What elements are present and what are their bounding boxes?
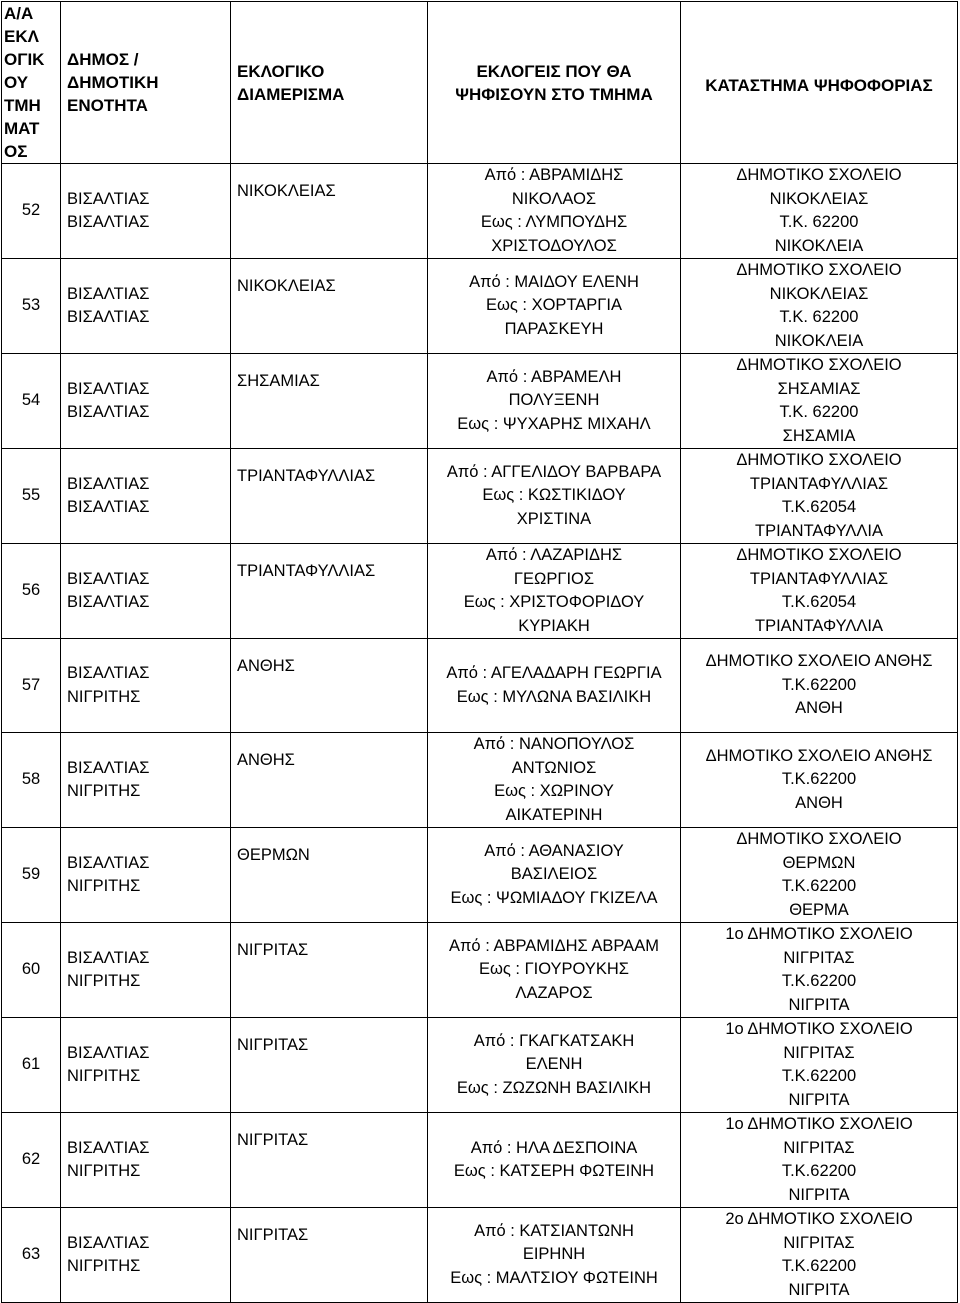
voters-range-cell-line: Από : ΓΚΑΓΚΑΤΣΑΚΗ	[473, 1031, 635, 1050]
municipality-cell-line: ΒΙΣΑΛΤΙΑΣ	[67, 1233, 150, 1252]
polling-station-cell-line: 1ο ΔΗΜΟΤΙΚΟ ΣΧΟΛΕΙΟ	[725, 1115, 913, 1133]
section-number: 56	[2, 544, 61, 639]
polling-station-cell-line: ΝΙΓΡΙΤΑ	[788, 995, 850, 1014]
district-cell: ΝΙΓΡΙΤΑΣ	[231, 1018, 428, 1113]
section-number: 61	[2, 1018, 61, 1113]
municipality-cell	[61, 1018, 231, 1113]
polling-station-cell-line: ΤΡΙΑΝΤΑΦΥΛΛΙΑ	[754, 521, 884, 540]
polling-station-cell-line: ΝΙΚΟΚΛΕΙΑ	[774, 331, 864, 350]
polling-station-cell-line: ΔΗΜΟΤΙΚΟ ΣΧΟΛΕΙΟ	[736, 261, 902, 279]
voters-range-cell-line: ΝΙΚΟΛΑΟΣ	[511, 189, 597, 208]
header-aa: Α/Α ΕΚΛ ΟΓΙΚ ΟΥ ΤΜΗ ΜΑΤ ΟΣ	[2, 2, 61, 164]
polling-station-cell-line: ΑΝΘΗ	[795, 699, 843, 718]
table-row	[2, 828, 958, 923]
polling-station-cell-line: Τ.Κ.62200	[781, 1067, 857, 1085]
district-cell: ΝΙΓΡΙΤΑΣ	[231, 1113, 428, 1208]
voters-range-cell-line: Εως : ΧΡΙΣΤΟΦΟΡΙΔΟΥ	[463, 593, 645, 611]
polling-station-cell-line: ΘΕΡΜΩΝ	[782, 853, 856, 872]
polling-station-cell	[681, 259, 958, 354]
polling-station-cell-line: ΝΙΓΡΙΤΑ	[788, 1280, 850, 1299]
section-number: 58	[2, 733, 61, 828]
district-cell: ΝΙΓΡΙΤΑΣ	[231, 923, 428, 1018]
polling-station-cell	[681, 1208, 958, 1303]
municipality-cell	[61, 923, 231, 1018]
municipality-cell	[61, 449, 231, 544]
municipality-cell	[61, 259, 231, 354]
voters-range-cell-line: Εως : ΧΩΡΙΝΟΥ	[494, 782, 614, 800]
section-number: 55	[2, 449, 61, 544]
municipality-cell-line: ΒΙΣΑΛΤΙΑΣ	[67, 758, 150, 777]
municipality-cell-line: ΒΙΣΑΛΤΙΑΣ	[67, 379, 150, 398]
district-cell: ΤΡΙΑΝΤΑΦΥΛΛΙΑΣ	[231, 544, 428, 639]
municipality-cell-line: ΒΙΣΑΛΤΙΑΣ	[67, 403, 150, 421]
voters-range-cell	[428, 1208, 681, 1303]
table-row	[2, 449, 958, 544]
voters-range-cell	[428, 733, 681, 828]
voters-range-cell-line: Από : ΝΑΝΟΠΟΥΛΟΣ	[473, 735, 635, 753]
voters-range-cell-line: Από : ΑΓΓΕΛΙΔΟΥ ΒΑΡΒΑΡΑ	[446, 462, 662, 481]
polling-station-cell-line: Τ.Κ. 62200	[779, 308, 859, 326]
municipality-cell-line: ΒΙΣΑΛΤΙΑΣ	[67, 284, 150, 303]
polling-station-cell-line: ΝΙΚΟΚΛΕΙΑΣ	[769, 284, 869, 303]
polling-station-cell-line: Τ.Κ.62200	[781, 1162, 857, 1180]
voters-range-cell-line: Εως : ΚΩΣΤΙΚΙΔΟΥ	[482, 486, 626, 505]
header-municipality: ΔΗΜΟΣ / ΔΗΜΟΤΙΚΗ ΕΝΟΤΗΤΑ	[61, 2, 231, 164]
municipality-cell	[61, 828, 231, 923]
municipality-cell-line: ΝΙΓΡΙΤΗΣ	[67, 1067, 141, 1085]
voters-range-cell	[428, 164, 681, 259]
voters-range-cell	[428, 1018, 681, 1113]
municipality-cell-line: ΝΙΓΡΙΤΗΣ	[67, 1257, 141, 1275]
polling-station-cell-line: ΝΙΚΟΚΛΕΙΑ	[774, 236, 864, 255]
polling-station-cell	[681, 449, 958, 544]
voters-range-cell-line: ΓΕΩΡΓΙΟΣ	[513, 569, 595, 588]
polling-station-cell-line: Τ.Κ. 62200	[779, 403, 859, 421]
polling-station-cell	[681, 544, 958, 639]
polling-station-cell	[681, 828, 958, 923]
voters-range-cell	[428, 1113, 681, 1208]
polling-station-cell-line: ΑΝΘΗ	[795, 793, 843, 812]
voters-range-cell-line: Εως : ΓΙΟΥΡΟΥΚΗΣ	[478, 960, 629, 979]
municipality-cell-line: ΒΙΣΑΛΤΙΑΣ	[67, 474, 150, 493]
municipality-cell-line: ΝΙΓΡΙΤΗΣ	[67, 877, 141, 895]
municipality-cell	[61, 1208, 231, 1303]
polling-station-cell-line: ΝΙΚΟΚΛΕΙΑΣ	[769, 189, 869, 208]
section-number: 53	[2, 259, 61, 354]
voters-range-cell-line: Από : ΜΑΙΔΟΥ ΕΛΕΝΗ	[469, 272, 639, 291]
polling-station-cell	[681, 164, 958, 259]
voters-range-cell-line: ΕΛΕΝΗ	[525, 1055, 583, 1074]
polling-station-cell-line: ΔΗΜΟΤΙΚΟ ΣΧΟΛΕΙΟ	[736, 166, 902, 184]
polling-station-cell-line: ΔΗΜΟΤΙΚΟ ΣΧΟΛΕΙΟ	[736, 830, 902, 848]
district-cell: ΝΙΚΟΚΛΕΙΑΣ	[231, 164, 428, 259]
voters-range-cell-line: Από : ΑΒΡΑΜΕΛΗ	[486, 367, 622, 386]
voters-range-cell-line: Από : ΗΛΑ ΔΕΣΠΟΙΝΑ	[470, 1138, 638, 1157]
municipality-cell-line: ΒΙΣΑΛΤΙΑΣ	[67, 189, 150, 208]
municipality-cell-line: ΝΙΓΡΙΤΗΣ	[67, 1162, 141, 1180]
polling-station-cell-line: ΝΙΓΡΙΤΑ	[788, 1090, 850, 1109]
section-number: 59	[2, 828, 61, 923]
voters-range-cell-line: ΒΑΣΙΛΕΙΟΣ	[510, 865, 598, 884]
voters-range-cell	[428, 923, 681, 1018]
polling-station-cell	[681, 1113, 958, 1208]
municipality-cell-line: ΒΙΣΑΛΤΙΑΣ	[67, 664, 150, 682]
polling-station-cell-line: ΘΕΡΜΑ	[789, 900, 849, 919]
municipality-cell-line: ΒΙΣΑΛΤΙΑΣ	[67, 1138, 150, 1157]
district-cell: ΝΙΓΡΙΤΑΣ	[231, 1208, 428, 1303]
section-number: 57	[2, 639, 61, 733]
header-voters: ΕΚΛΟΓΕΙΣ ΠΟΥ ΘΑ ΨΗΦΙΣΟΥΝ ΣΤΟ ΤΜΗΜΑ	[428, 2, 681, 164]
municipality-cell-line: ΒΙΣΑΛΤΙΑΣ	[67, 569, 150, 588]
voters-range-cell-line: ΧΡΙΣΤΙΝΑ	[516, 509, 592, 528]
table-row	[2, 1113, 958, 1208]
polling-station-cell-line: ΔΗΜΟΤΙΚΟ ΣΧΟΛΕΙΟ ΑΝΘΗΣ	[705, 652, 933, 671]
polling-station-cell-line: ΔΗΜΟΤΙΚΟ ΣΧΟΛΕΙΟ ΑΝΘΗΣ	[705, 746, 933, 765]
voters-range-cell-line: ΧΡΙΣΤΟΔΟΥΛΟΣ	[491, 236, 617, 255]
municipality-cell-line: ΝΙΓΡΙΤΗΣ	[67, 687, 141, 706]
municipality-cell-line: ΒΙΣΑΛΤΙΑΣ	[67, 308, 150, 326]
polling-station-cell-line: ΝΙΓΡΙΤΑΣ	[783, 1138, 855, 1157]
polling-station-cell-line: ΔΗΜΟΤΙΚΟ ΣΧΟΛΕΙΟ	[736, 356, 902, 374]
municipality-cell	[61, 639, 231, 733]
municipality-cell-line: ΒΙΣΑΛΤΙΑΣ	[67, 213, 150, 231]
voters-range-cell	[428, 828, 681, 923]
municipality-cell-line: ΝΙΓΡΙΤΗΣ	[67, 972, 141, 990]
table-row	[2, 1208, 958, 1303]
header-station: ΚΑΤΑΣΤΗΜΑ ΨΗΦΟΦΟΡΙΑΣ	[681, 2, 958, 164]
polling-station-cell-line: 1ο ΔΗΜΟΤΙΚΟ ΣΧΟΛΕΙΟ	[725, 925, 913, 943]
voters-range-cell-line: ΕΙΡΗΝΗ	[522, 1245, 586, 1264]
voters-range-cell-line: ΛΑΖΑΡΟΣ	[515, 983, 593, 1002]
voters-range-cell-line: Εως : ΜΑΛΤΣΙΟΥ ΦΩΤΕΙΝΗ	[450, 1268, 658, 1287]
municipality-cell	[61, 733, 231, 828]
voters-range-cell-line: Από : ΚΑΤΣΙΑΝΤΩΝΗ	[474, 1221, 634, 1240]
polling-station-cell-line: ΤΡΙΑΝΤΑΦΥΛΛΙΑΣ	[749, 474, 889, 493]
voters-range-cell-line: Εως : ΧΟΡΤΑΡΓΙΑ	[486, 296, 622, 315]
district-cell: ΘΕΡΜΩΝ	[231, 828, 428, 923]
polling-station-cell-line: ΣΗΣΑΜΙΑ	[782, 426, 856, 445]
polling-station-cell-line: Τ.Κ.62054	[781, 593, 857, 611]
voters-range-cell	[428, 259, 681, 354]
municipality-cell	[61, 164, 231, 259]
municipality-cell-line: ΝΙΓΡΙΤΗΣ	[67, 782, 141, 800]
voters-range-cell	[428, 639, 681, 733]
voters-range-cell-line: Από : ΑΓΕΛΑΔΑΡΗ ΓΕΩΡΓΙΑ	[446, 664, 662, 682]
voters-range-cell-line: Από : ΑΘΑΝΑΣΙΟΥ	[484, 841, 624, 860]
voters-range-cell-line: ΑΝΤΩΝΙΟΣ	[511, 758, 597, 777]
table-row	[2, 164, 958, 259]
polling-station-cell-line: Τ.Κ.62200	[781, 1257, 857, 1275]
polling-station-cell-line: Τ.Κ.62200	[781, 972, 857, 990]
polling-station-cell-line: ΤΡΙΑΝΤΑΦΥΛΛΙΑ	[754, 616, 884, 635]
municipality-cell	[61, 544, 231, 639]
district-cell: ΑΝΘΗΣ	[231, 639, 428, 733]
voters-range-cell-line: Εως : ΖΩΖΩΝΗ ΒΑΣΙΛΙΚΗ	[456, 1078, 652, 1097]
voters-range-cell-line: ΠΑΡΑΣΚΕΥΗ	[504, 319, 604, 338]
polling-station-cell	[681, 1018, 958, 1113]
voters-range-cell-line: Εως : ΜΥΛΩΝΑ ΒΑΣΙΛΙΚΗ	[456, 687, 652, 706]
voters-range-cell-line: Εως : ΚΑΤΣΕΡΗ ΦΩΤΕΙΝΗ	[453, 1162, 655, 1180]
municipality-cell-line: ΒΙΣΑΛΤΙΑΣ	[67, 948, 150, 967]
polling-station-cell	[681, 733, 958, 828]
polling-station-cell-line: ΝΙΓΡΙΤΑΣ	[783, 1233, 855, 1252]
voters-range-cell-line: Από : ΑΒΡΑΜΙΔΗΣ	[484, 166, 624, 184]
table-row	[2, 354, 958, 449]
district-cell: ΣΗΣΑΜΙΑΣ	[231, 354, 428, 449]
polling-station-cell	[681, 923, 958, 1018]
table-row	[2, 544, 958, 639]
voters-range-cell-line: ΚΥΡΙΑΚΗ	[518, 616, 590, 635]
voters-range-cell-line: ΠΟΛΥΞΕΝΗ	[508, 391, 600, 410]
table-row	[2, 259, 958, 354]
voters-range-cell-line: Εως : ΨΥΧΑΡΗΣ ΜΙΧΑΗΛ	[457, 414, 651, 433]
section-number: 62	[2, 1113, 61, 1208]
polling-station-cell-line: Τ.Κ.62200	[781, 877, 857, 895]
voters-range-cell	[428, 354, 681, 449]
municipality-cell	[61, 1113, 231, 1208]
voters-range-cell-line: Εως : ΛΥΜΠΟΥΔΗΣ	[480, 213, 628, 231]
polling-station-cell-line: ΤΡΙΑΝΤΑΦΥΛΛΙΑΣ	[749, 569, 889, 588]
table-row	[2, 733, 958, 828]
polling-station-cell-line: ΔΗΜΟΤΙΚΟ ΣΧΟΛΕΙΟ	[736, 546, 902, 564]
polling-station-cell-line: ΔΗΜΟΤΙΚΟ ΣΧΟΛΕΙΟ	[736, 451, 902, 469]
voters-range-cell-line: Εως : ΨΩΜΙΑΔΟΥ ΓΚΙΖΕΛΑ	[450, 888, 658, 907]
section-number: 60	[2, 923, 61, 1018]
section-number: 54	[2, 354, 61, 449]
polling-station-cell-line: ΝΙΓΡΙΤΑ	[788, 1185, 850, 1204]
municipality-cell-line: ΒΙΣΑΛΤΙΑΣ	[67, 593, 150, 611]
table-row	[2, 1018, 958, 1113]
polling-station-cell-line: Τ.Κ.62200	[781, 675, 857, 694]
section-number: 63	[2, 1208, 61, 1303]
polling-station-cell-line: ΝΙΓΡΙΤΑΣ	[783, 1043, 855, 1062]
polling-sections-table	[1, 1, 958, 1303]
header-row	[2, 2, 958, 164]
header-district: ΕΚΛΟΓΙΚΟ ΔΙΑΜΕΡΙΣΜΑ	[231, 2, 428, 164]
voters-range-cell	[428, 449, 681, 544]
table-row	[2, 923, 958, 1018]
polling-station-cell	[681, 354, 958, 449]
municipality-cell-line: ΒΙΣΑΛΤΙΑΣ	[67, 498, 150, 516]
polling-station-cell-line: 1ο ΔΗΜΟΤΙΚΟ ΣΧΟΛΕΙΟ	[725, 1020, 913, 1038]
polling-station-cell	[681, 639, 958, 733]
municipality-cell-line: ΒΙΣΑΛΤΙΑΣ	[67, 853, 150, 872]
polling-station-cell-line: Τ.Κ.62200	[781, 770, 857, 789]
polling-station-cell-line: 2ο ΔΗΜΟΤΙΚΟ ΣΧΟΛΕΙΟ	[725, 1210, 913, 1228]
voters-range-cell-line: Από : ΑΒΡΑΜΙΔΗΣ ΑΒΡΑΑΜ	[449, 936, 659, 955]
district-cell: ΑΝΘΗΣ	[231, 733, 428, 828]
table-row	[2, 639, 958, 733]
polling-station-cell-line: Τ.Κ.62054	[781, 498, 857, 516]
voters-range-cell-line: Από : ΛΑΖΑΡΙΔΗΣ	[485, 546, 623, 564]
polling-station-cell-line: ΝΙΓΡΙΤΑΣ	[783, 948, 855, 967]
polling-station-cell-line: ΣΗΣΑΜΙΑΣ	[777, 379, 861, 398]
district-cell: ΝΙΚΟΚΛΕΙΑΣ	[231, 259, 428, 354]
municipality-cell-line: ΒΙΣΑΛΤΙΑΣ	[67, 1043, 150, 1062]
municipality-cell	[61, 354, 231, 449]
voters-range-cell	[428, 544, 681, 639]
section-number: 52	[2, 164, 61, 259]
voters-range-cell-line: ΑΙΚΑΤΕΡΙΝΗ	[505, 805, 603, 824]
polling-station-cell-line: Τ.Κ. 62200	[779, 213, 859, 231]
district-cell: ΤΡΙΑΝΤΑΦΥΛΛΙΑΣ	[231, 449, 428, 544]
